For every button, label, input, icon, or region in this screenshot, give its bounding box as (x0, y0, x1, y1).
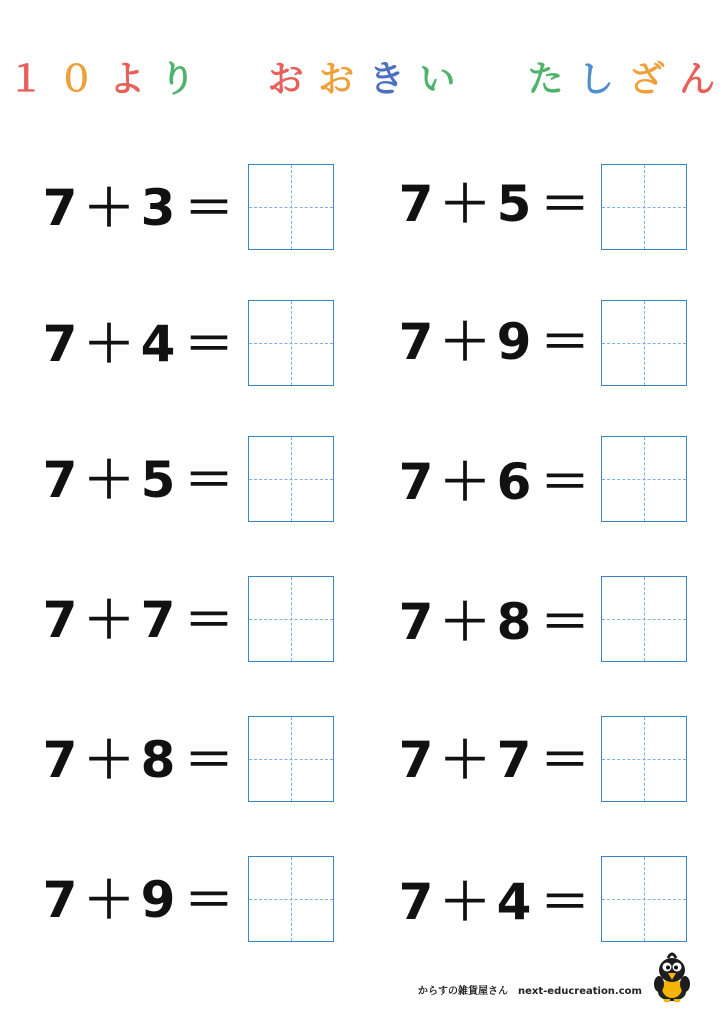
plus-sign: ＋ (84, 315, 134, 373)
addend-a: 7 (398, 731, 434, 789)
answer-box-left-1[interactable] (248, 164, 334, 250)
title-char: き (368, 59, 406, 100)
guide-line-horizontal (602, 207, 686, 208)
plus-sign: ＋ (84, 591, 134, 649)
guide-line-horizontal (249, 479, 333, 480)
addend-a: 7 (42, 591, 78, 649)
title-char: よ (108, 59, 146, 100)
answer-box-left-5[interactable] (248, 716, 334, 802)
addend-b: 4 (496, 873, 532, 931)
plus-sign: ＋ (84, 451, 134, 509)
title-char: い (419, 59, 457, 100)
guide-line-horizontal (249, 759, 333, 760)
addend-b: 7 (496, 731, 532, 789)
equals-sign: ＝ (184, 451, 234, 509)
guide-line-horizontal (249, 899, 333, 900)
footer-credit: からすの雑貨屋さん next-educreation.com (418, 986, 642, 997)
answer-box-right-4[interactable] (601, 576, 687, 662)
equals-sign: ＝ (540, 453, 590, 511)
plus-sign: ＋ (440, 313, 490, 371)
plus-sign: ＋ (84, 179, 134, 237)
equals-sign: ＝ (184, 315, 234, 373)
addend-b: 6 (496, 453, 532, 511)
answer-box-left-2[interactable] (248, 300, 334, 386)
crow-mascot-icon (650, 948, 694, 1004)
worksheet-title (0, 52, 724, 108)
addend-b: 8 (496, 593, 532, 651)
equals-sign: ＝ (184, 591, 234, 649)
addend-a: 7 (42, 871, 78, 929)
equation (398, 578, 598, 666)
addend-a: 7 (42, 315, 78, 373)
title-char: り (159, 59, 197, 100)
guide-line-horizontal (602, 759, 686, 760)
title-char: し (578, 59, 616, 100)
title-char: お (267, 59, 305, 100)
plus-sign: ＋ (440, 873, 490, 931)
answer-box-left-3[interactable] (248, 436, 334, 522)
title-char: た (527, 59, 565, 100)
plus-sign: ＋ (440, 175, 490, 233)
answer-box-right-2[interactable] (601, 300, 687, 386)
title-char: お (318, 59, 356, 100)
addend-b: 3 (140, 179, 176, 237)
guide-line-horizontal (249, 619, 333, 620)
addend-a: 7 (398, 873, 434, 931)
addend-b: 8 (140, 731, 176, 789)
equals-sign: ＝ (540, 873, 590, 931)
addend-a: 7 (398, 313, 434, 371)
plus-sign: ＋ (84, 871, 134, 929)
equals-sign: ＝ (184, 731, 234, 789)
addend-b: 4 (140, 315, 176, 373)
equation (398, 716, 598, 804)
equation (398, 160, 598, 248)
guide-line-horizontal (602, 343, 686, 344)
addend-a: 7 (42, 731, 78, 789)
addend-a: 7 (398, 175, 434, 233)
addend-b: 5 (140, 451, 176, 509)
guide-line-horizontal (249, 207, 333, 208)
equation (398, 438, 598, 526)
equals-sign: ＝ (184, 871, 234, 929)
equation (42, 856, 242, 944)
addend-a: 7 (42, 451, 78, 509)
guide-line-horizontal (602, 619, 686, 620)
plus-sign: ＋ (440, 453, 490, 511)
guide-line-horizontal (602, 899, 686, 900)
title-char: １ (7, 59, 45, 100)
equation (42, 164, 242, 252)
answer-box-left-4[interactable] (248, 576, 334, 662)
answer-box-left-6[interactable] (248, 856, 334, 942)
equation (42, 576, 242, 664)
answer-box-right-5[interactable] (601, 716, 687, 802)
addend-b: 9 (496, 313, 532, 371)
title-char: ０ (58, 59, 96, 100)
addend-a: 7 (398, 593, 434, 651)
answer-box-right-3[interactable] (601, 436, 687, 522)
guide-line-horizontal (249, 343, 333, 344)
equation (42, 300, 242, 388)
equals-sign: ＝ (540, 593, 590, 651)
equation (42, 716, 242, 804)
addend-a: 7 (398, 453, 434, 511)
answer-box-right-6[interactable] (601, 856, 687, 942)
addend-b: 7 (140, 591, 176, 649)
equals-sign: ＝ (184, 179, 234, 237)
guide-line-horizontal (602, 479, 686, 480)
addend-b: 9 (140, 871, 176, 929)
equals-sign: ＝ (540, 175, 590, 233)
addend-a: 7 (42, 179, 78, 237)
equation (42, 436, 242, 524)
equation (398, 858, 598, 946)
plus-sign: ＋ (440, 593, 490, 651)
plus-sign: ＋ (440, 731, 490, 789)
answer-box-right-1[interactable] (601, 164, 687, 250)
title-char: ざ (628, 59, 666, 100)
addend-b: 5 (496, 175, 532, 233)
title-char: ん (679, 59, 717, 100)
equals-sign: ＝ (540, 313, 590, 371)
equation (398, 298, 598, 386)
plus-sign: ＋ (84, 731, 134, 789)
equals-sign: ＝ (540, 731, 590, 789)
